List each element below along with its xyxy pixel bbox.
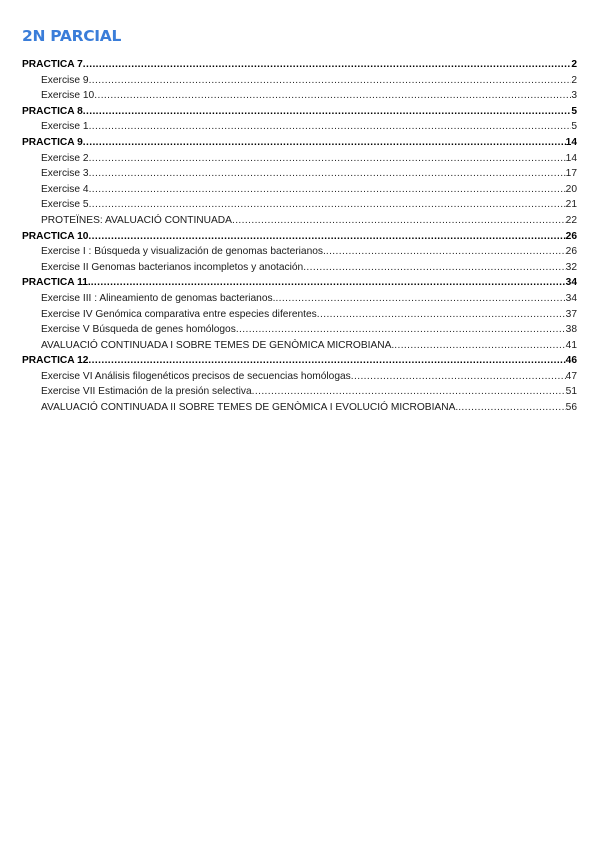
toc-subsection-entry[interactable] xyxy=(22,244,577,260)
toc-dot-leader xyxy=(94,88,571,104)
toc-entry-label: Exercise IV Genómica comparativa entre especies diferentes xyxy=(41,308,317,320)
toc-page-number: 26 xyxy=(565,230,577,242)
toc-page-number: 26 xyxy=(565,246,577,258)
toc-page-number: 21 xyxy=(565,199,577,211)
toc-subsection-entry[interactable] xyxy=(22,384,577,400)
toc-page-number: 32 xyxy=(565,261,577,273)
toc-entry-label: PRACTICA 8 xyxy=(22,105,83,117)
toc-dot-leader xyxy=(88,229,565,245)
toc-dot-leader xyxy=(236,322,566,338)
toc-subsection-entry[interactable] xyxy=(22,166,577,182)
toc-dot-leader xyxy=(89,166,566,182)
toc-entry-label: Exercise II Genomas bacterianos incompletos y anotación xyxy=(41,261,304,273)
toc-entry-label: AVALUACIÓ CONTINUADA II SOBRE TEMES DE GENÒMICA I EVOLUCIÓ MICROBIANA. xyxy=(41,402,459,414)
toc-page-number: 56 xyxy=(565,402,577,414)
toc-entry-label: AVALUACIÓ CONTINUADA I SOBRE TEMES DE GENÒMICA MICROBIANA. xyxy=(41,339,395,351)
toc-subsection-entry[interactable] xyxy=(22,338,577,354)
toc-subsection-entry[interactable] xyxy=(22,197,577,213)
toc-page-number: 2 xyxy=(571,59,577,70)
toc-entry-label: Exercise 4 xyxy=(41,183,89,195)
toc-section-entry[interactable] xyxy=(22,229,577,245)
toc-dot-leader xyxy=(317,307,566,323)
toc-subsection-entry[interactable] xyxy=(22,291,577,307)
toc-entry-label: Exercise 10 xyxy=(41,90,95,102)
toc-entry-label: PRACTICA 11. xyxy=(22,277,91,289)
toc-subsection-entry[interactable] xyxy=(22,182,577,198)
toc-dot-leader xyxy=(458,400,565,416)
toc-entry-label: Exercise 2 xyxy=(41,152,89,164)
toc-section-entry[interactable] xyxy=(22,57,577,73)
toc-dot-leader xyxy=(252,384,566,400)
toc-page-number: 37 xyxy=(565,308,577,320)
page-title: 2N PARCIAL xyxy=(22,27,122,45)
toc-entry-label: PRACTICA 10 xyxy=(22,230,89,242)
toc-page-number: 38 xyxy=(565,324,577,336)
toc-subsection-entry[interactable] xyxy=(22,369,577,385)
toc-subsection-entry[interactable] xyxy=(22,260,577,276)
toc-page-number: 14 xyxy=(565,152,577,164)
toc-dot-leader xyxy=(275,291,565,307)
toc-subsection-entry[interactable] xyxy=(22,119,577,135)
toc-entry-label: Exercise 9 xyxy=(41,74,89,86)
toc-page-number: 47 xyxy=(565,370,577,382)
toc-dot-leader xyxy=(83,57,572,73)
toc-section-entry[interactable] xyxy=(22,104,577,120)
toc-dot-leader xyxy=(394,338,565,354)
toc-entry-label: PRACTICA 9 xyxy=(22,136,83,148)
toc-section-entry[interactable] xyxy=(22,135,577,151)
toc-page-number: 5 xyxy=(571,121,577,133)
toc-entry-label: Exercise 1 xyxy=(41,121,89,133)
toc-entry-label: PRACTICA 12 xyxy=(22,355,89,367)
toc-entry-label: PROTEÏNES: AVALUACIÓ CONTINUADA xyxy=(41,214,232,226)
toc-page-number: 14 xyxy=(565,136,577,148)
toc-dot-leader xyxy=(88,353,565,369)
toc-section-entry[interactable] xyxy=(22,275,577,291)
toc-dot-leader xyxy=(89,182,566,198)
toc-page-number: 3 xyxy=(571,90,577,102)
toc-dot-leader xyxy=(89,73,572,89)
toc-page-number: 41 xyxy=(565,339,577,351)
toc-entry-label: Exercise VI Análisis filogenéticos precisos de secuencias homólogas xyxy=(41,370,351,382)
toc-section-entry[interactable] xyxy=(22,353,577,369)
toc-subsection-entry[interactable] xyxy=(22,151,577,167)
toc-subsection-entry[interactable] xyxy=(22,322,577,338)
toc-entry-label: Exercise I : Búsqueda y visualización de genomas bacterianos. xyxy=(41,246,326,258)
toc-dot-leader xyxy=(89,119,572,135)
toc-entry-label: Exercise VII Estimación de la presión selectiva xyxy=(41,386,252,398)
toc-page-number: 17 xyxy=(565,168,577,180)
toc-page-number: 34 xyxy=(565,277,577,289)
toc-dot-leader xyxy=(232,213,566,229)
table-of-contents xyxy=(22,57,577,416)
toc-subsection-entry[interactable] xyxy=(22,213,577,229)
toc-subsection-entry[interactable] xyxy=(22,88,577,104)
toc-subsection-entry[interactable] xyxy=(22,400,577,416)
toc-page-number: 22 xyxy=(565,214,577,226)
toc-entry-label: Exercise III : Alineamiento de genomas bacterianos. xyxy=(41,292,276,304)
toc-subsection-entry[interactable] xyxy=(22,307,577,323)
toc-subsection-entry[interactable] xyxy=(22,73,577,89)
toc-dot-leader xyxy=(91,275,566,291)
toc-entry-label: Exercise 5 xyxy=(41,199,89,211)
toc-page-number: 51 xyxy=(565,386,577,398)
toc-entry-label: Exercise V Búsqueda de genes homólogos xyxy=(41,324,236,336)
toc-dot-leader xyxy=(89,151,566,167)
toc-page-number: 20 xyxy=(565,183,577,195)
toc-dot-leader xyxy=(83,104,572,120)
toc-entry-label: Exercise 3 xyxy=(41,168,89,180)
toc-page-number: 34 xyxy=(565,292,577,304)
toc-dot-leader xyxy=(83,135,566,151)
toc-entry-label: PRACTICA 7 xyxy=(22,59,83,70)
toc-dot-leader xyxy=(89,197,566,213)
toc-page-number: 46 xyxy=(565,355,577,367)
toc-dot-leader xyxy=(303,260,565,276)
toc-page-number: 5 xyxy=(571,105,577,117)
toc-dot-leader xyxy=(351,369,566,385)
toc-page-number: 2 xyxy=(571,74,577,86)
toc-dot-leader xyxy=(326,244,566,260)
